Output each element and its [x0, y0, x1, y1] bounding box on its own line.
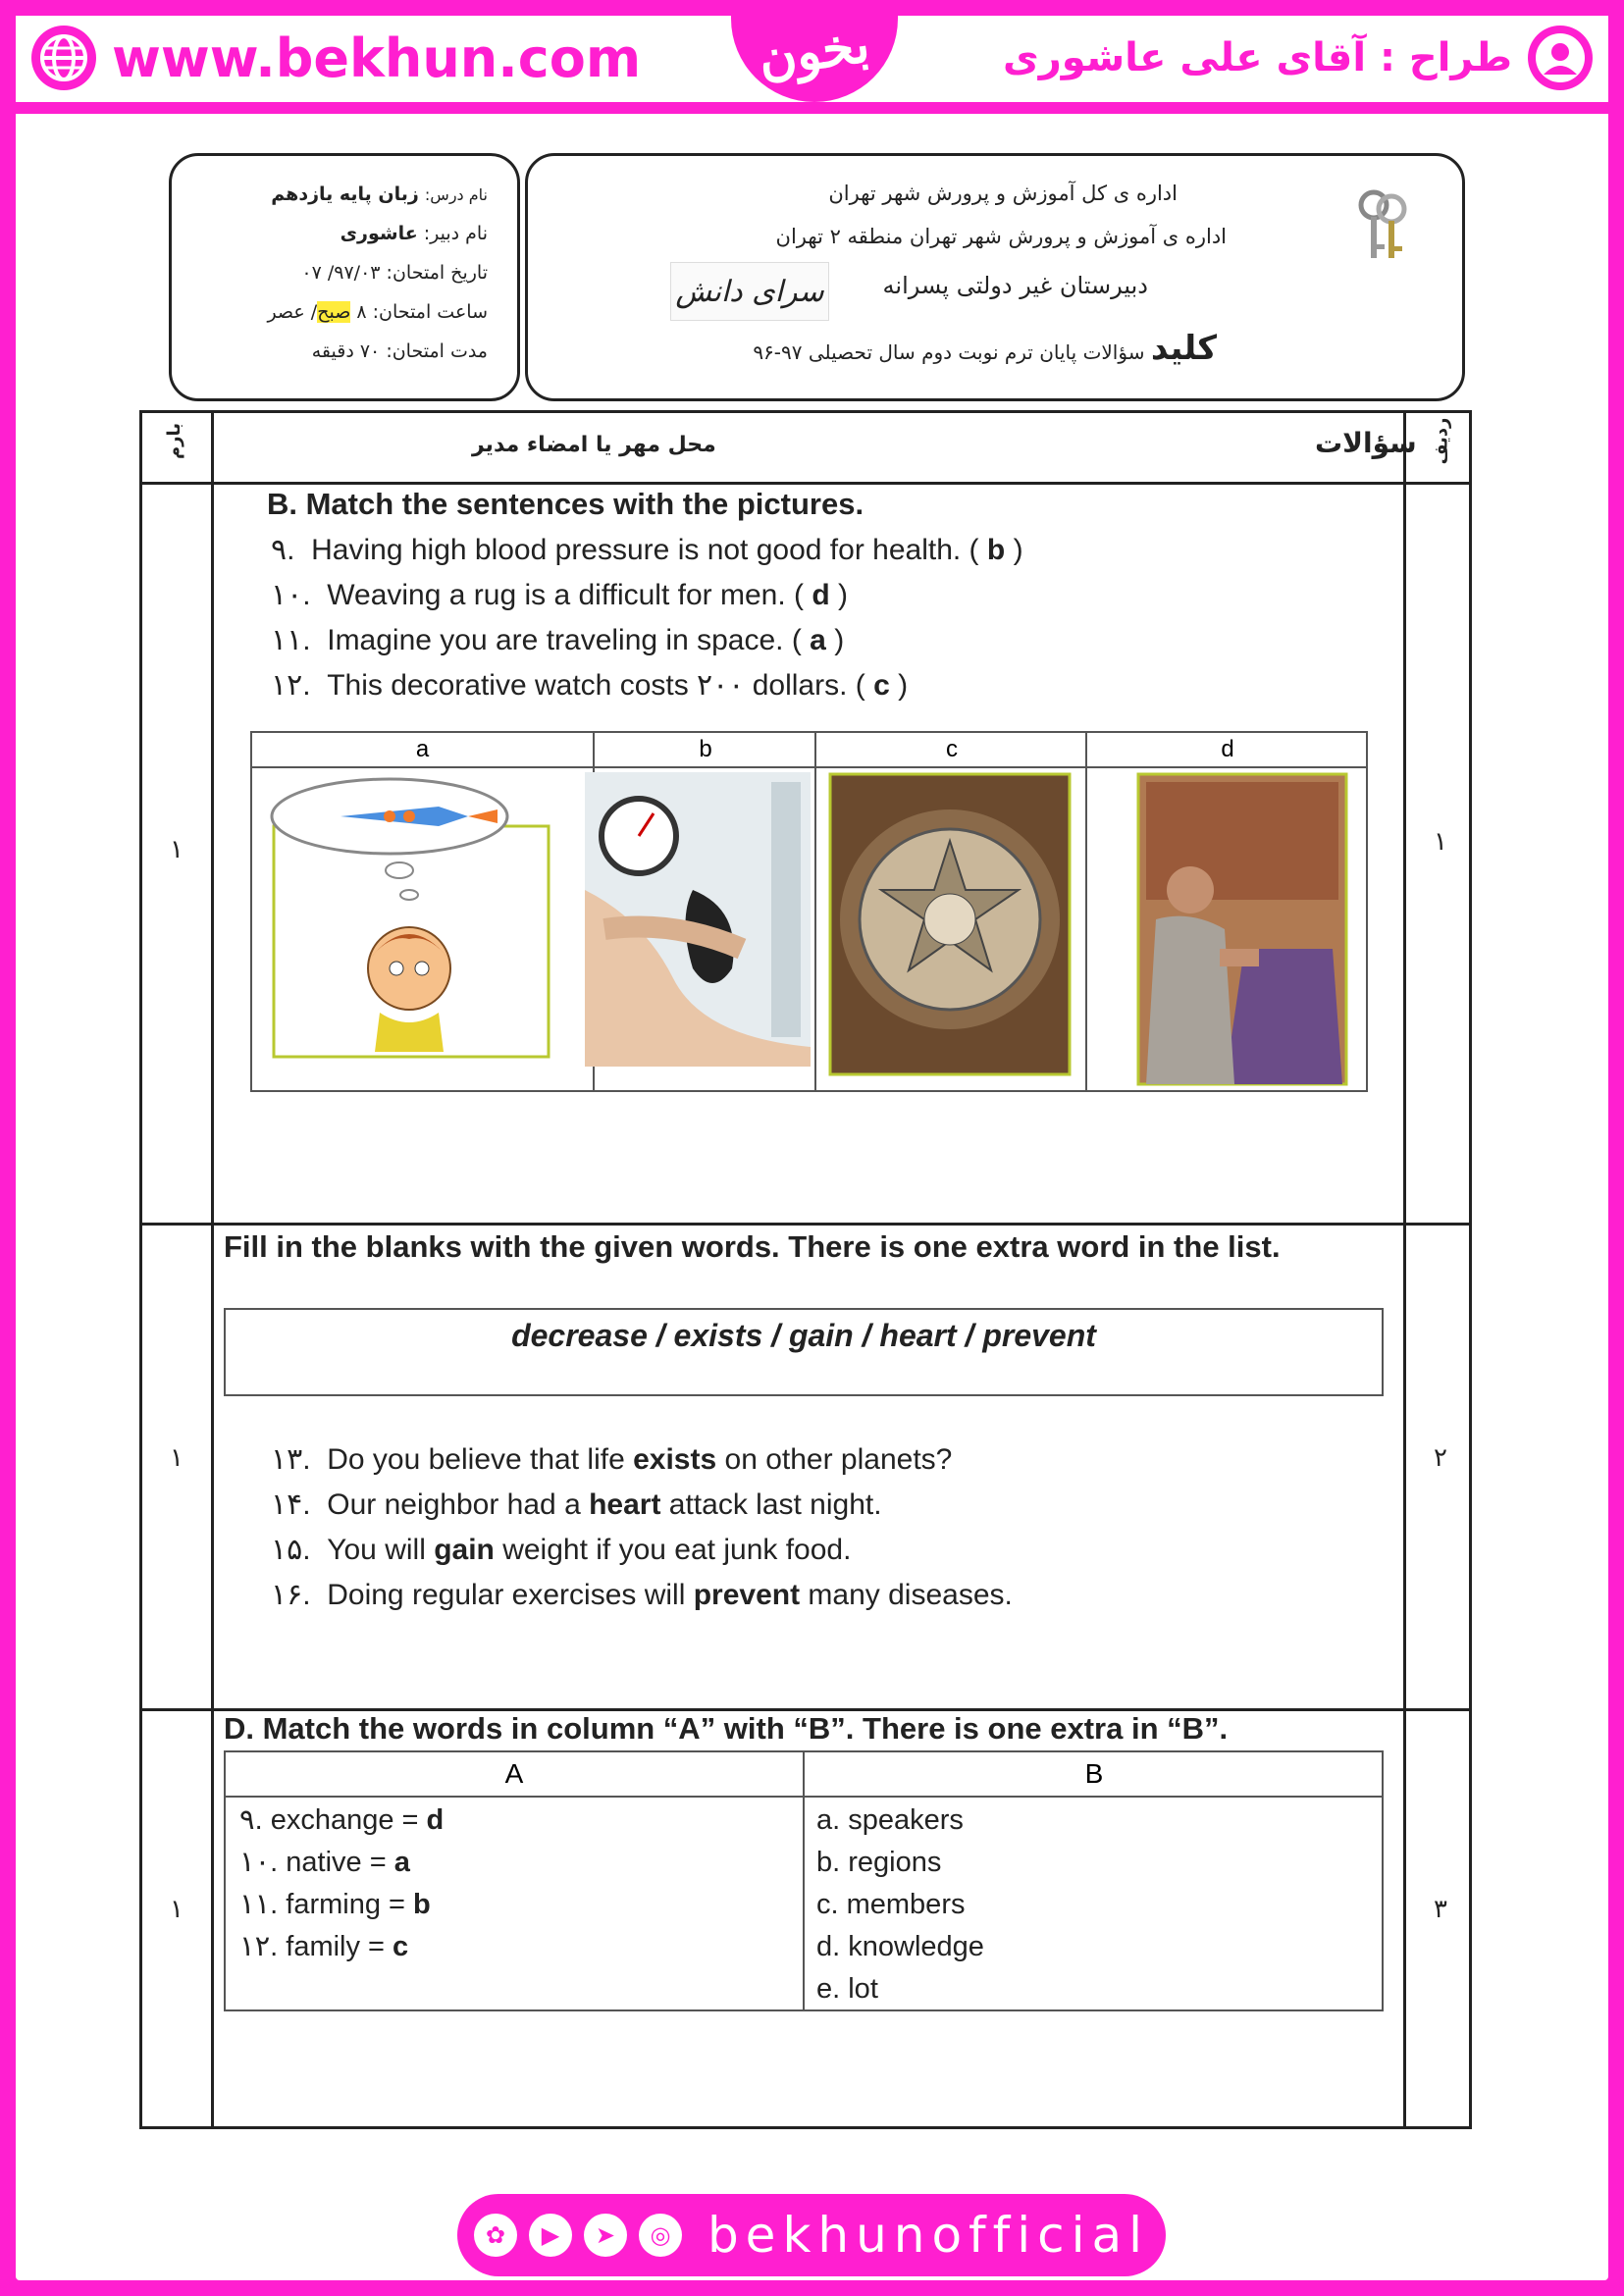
subject-label: نام درس: — [424, 185, 488, 204]
picture-b-label: b — [595, 733, 816, 768]
s1-item-12: ۱۲. This decorative watch costs ۲۰۰ dollars. ( c ) — [271, 669, 909, 702]
col-a-item: ۱۲. family = c — [239, 1931, 409, 1962]
col-b-item: d. knowledge — [816, 1931, 984, 1962]
time-row — [267, 301, 488, 323]
logo-text: بخون — [755, 13, 874, 89]
youtube-icon[interactable]: ▶ — [529, 2214, 572, 2257]
time-morning-highlight: صبح — [317, 301, 351, 323]
date-row — [301, 262, 488, 284]
key-word: کلید — [1150, 329, 1217, 368]
col-b-item: e. lot — [816, 1973, 878, 2005]
school-logo-text: سرای دانش — [675, 274, 824, 309]
picture-b — [593, 733, 816, 1090]
s2-item-14: ۱۴. Our neighbor had a heart attack last night. — [271, 1488, 882, 1521]
s2-item-13: ۱۳. Do you believe that life exists on other planets? — [271, 1443, 953, 1476]
time-value: ۸ — [356, 301, 367, 323]
s2-item-16: ۱۶. Doing regular exercises will prevent many diseases. — [271, 1579, 1013, 1611]
social-footer — [457, 2194, 1166, 2276]
date-label: تاریخ امتحان: — [386, 262, 488, 284]
word-bank-text: decrease / exists / gain / heart / prevent — [511, 1318, 1096, 1353]
exam-info-box — [169, 153, 520, 401]
section1-title: B. Match the sentences with the pictures. — [267, 487, 864, 521]
s2-item-15: ۱۵. You will gain weight if you eat junk food. — [271, 1534, 852, 1566]
time-rest: / عصر — [267, 301, 318, 323]
s1-item-11: ۱۱. Imagine you are traveling in space. ( a ) — [271, 624, 845, 656]
designer-text: طراح : آقای علی عاشوری — [1003, 35, 1512, 80]
telegram-icon[interactable]: ➤ — [584, 2214, 627, 2257]
row-1: ۱ — [1434, 827, 1447, 857]
row-header: ردیف — [1431, 417, 1452, 465]
website-link[interactable] — [29, 22, 641, 94]
teacher-label: نام دبیر: — [423, 223, 488, 244]
col-b-item: c. members — [816, 1889, 966, 1920]
header-line-4 — [753, 329, 1217, 368]
grid-line — [211, 413, 214, 2126]
rug-weaving-image — [1136, 772, 1348, 1086]
header-line-2: اداره ی آموزش و پرورش شهر تهران منطقه ۲ تهران — [775, 225, 1227, 248]
top-divider — [16, 102, 1608, 114]
questions-header: سؤالات — [1315, 427, 1417, 459]
col-b-header: B — [803, 1752, 1384, 1798]
header-line-1: اداره ی کل آموزش و پرورش شهر تهران — [828, 182, 1178, 205]
grid-line — [142, 482, 1469, 485]
col-divider — [803, 1752, 805, 2009]
duration-label: مدت امتحان: — [386, 340, 488, 362]
s1-item-10: ۱۰. Weaving a rug is a difficult for men. ( d ) — [271, 579, 849, 611]
score-1: ۱ — [170, 835, 183, 864]
col-b-item: b. regions — [816, 1847, 942, 1878]
picture-a-label: a — [252, 733, 593, 768]
teacher-row — [341, 223, 488, 244]
blood-pressure-image — [585, 772, 811, 1067]
rocket-dream-image — [262, 772, 556, 1067]
decorative-dome-image — [828, 772, 1072, 1076]
col-a-list — [239, 1800, 444, 1968]
designer-credit — [1003, 22, 1595, 94]
picture-d — [1085, 733, 1368, 1090]
header-line-3: دبیرستان غیر دولتی پسرانه — [882, 272, 1148, 299]
picture-d-label: d — [1087, 733, 1368, 768]
school-logo — [670, 262, 829, 321]
s1-item-9: ۹. Having high blood pressure is not good for health. ( b ) — [271, 534, 1023, 566]
globe-icon — [29, 24, 98, 92]
score-3: ۱ — [170, 1895, 183, 1924]
col-b-list — [816, 1800, 984, 2010]
section2-title: Fill in the blanks with the given words. There is one extra word in the list. — [224, 1229, 1281, 1264]
picture-c — [814, 733, 1087, 1090]
duration-row — [312, 340, 488, 362]
row-2: ۲ — [1434, 1443, 1447, 1473]
score-2: ۱ — [170, 1443, 183, 1473]
date-value: ۹۷/۰۳/ ۰۷ — [301, 262, 381, 284]
word-bank — [224, 1308, 1384, 1396]
teacher-value: عاشوری — [340, 223, 418, 244]
social-handle[interactable]: bekhunofficial — [707, 2207, 1150, 2264]
col-a-item: ۱۱. farming = b — [239, 1889, 431, 1920]
matching-table — [224, 1750, 1384, 2011]
section3-title: D. Match the words in column “A” with “B”. There is one extra in “B”. — [224, 1711, 1229, 1746]
duration-value: ۷۰ دقیقه — [311, 340, 381, 362]
col-a-header: A — [226, 1752, 803, 1798]
website-text: www.bekhun.com — [112, 26, 642, 89]
stamp-header: محل مهر یا امضاء مدیر — [472, 433, 716, 457]
picture-c-label: c — [816, 733, 1087, 768]
time-label: ساعت امتحان: — [372, 301, 488, 323]
subject-row — [271, 183, 488, 205]
grid-line — [142, 1223, 1469, 1226]
grid-line — [1403, 413, 1406, 2126]
row-3: ۳ — [1434, 1895, 1447, 1924]
col-a-item: ۹. exchange = d — [239, 1804, 445, 1836]
exam-title: سؤالات پایان ترم نوبت دوم سال تحصیلی ۹۷-۹۶ — [753, 340, 1145, 364]
keys-icon — [1354, 187, 1413, 266]
picture-a — [252, 733, 593, 1090]
subject-value: زبان پایه یازدهم — [271, 183, 419, 205]
score-header: بارم — [164, 422, 185, 460]
school-header-box — [525, 153, 1465, 401]
col-b-item: a. speakers — [816, 1804, 964, 1836]
user-icon — [1526, 24, 1595, 92]
pictures-table — [250, 731, 1368, 1092]
col-a-item: ۱۰. native = a — [239, 1847, 410, 1878]
aparat-icon[interactable]: ✿ — [474, 2214, 517, 2257]
instagram-icon[interactable]: ◎ — [639, 2214, 682, 2257]
